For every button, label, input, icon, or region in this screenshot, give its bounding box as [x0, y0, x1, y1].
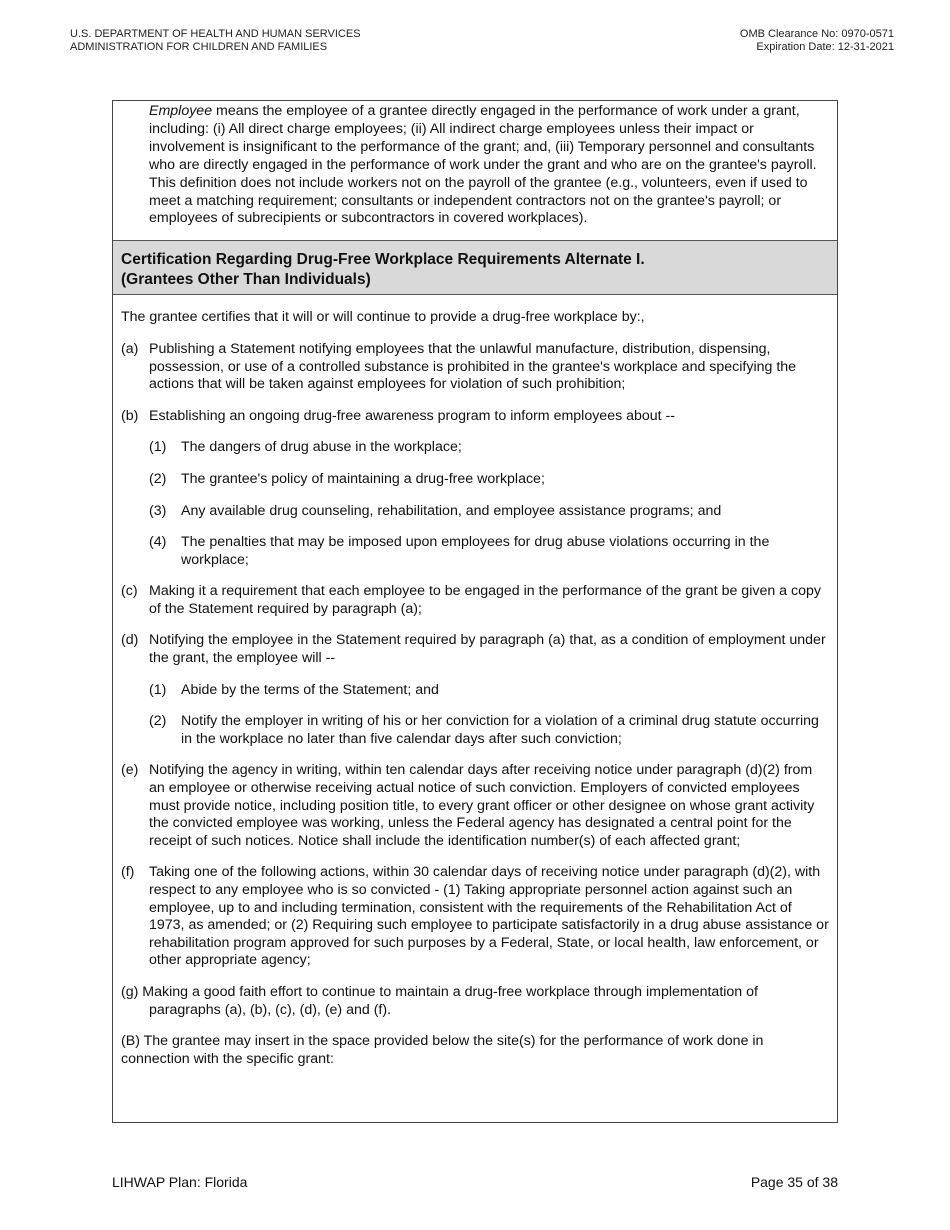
sub-item-d2	[149, 713, 829, 748]
agency-line-2: ADMINISTRATION FOR CHILDREN AND FAMILIES	[70, 40, 328, 53]
sub-item-b2	[149, 471, 829, 489]
item-text: Taking one of the following actions, within 30 calendar days of receiving notice under paragraph (d)(2), with respect to any employee who is so convicted - (1) Taking appropriate personnel action against such an employee, up to and including termination, consistent with the requirements of the Rehabilitation Act of 1973, as amended; or (2) Requiring such employee to participate satisfactorily in a drug abuse assistance or rehabilitation program approved for such purposes by a Federal, State, or local health, law enforcement, or other appropriate agency;	[149, 864, 829, 969]
employee-definition	[113, 101, 837, 240]
section-heading	[113, 240, 837, 295]
sub-item-label: (4)	[149, 534, 167, 551]
definition-text: means the employee of a grantee directly engaged in the performance of work under a grant, including: (i) All direct charge employees; (ii) All indirect charge employees unless their impact or involvement is insignificant to the performance of the grant; and, (iii) Temporary personnel and consultants who are directly engaged in the performance of work under the grant and who are on the grantee's payroll. This definition does not include workers not on the payroll of the grantee (e.g., volunteers, even if used to meet a matching requirement; consultants or independent contractors not on the grantee's payroll; or employees of subrecipients or subcontractors in covered workplaces).	[149, 103, 817, 227]
item-c	[121, 583, 829, 618]
item-label: (b)	[121, 407, 139, 424]
item-label: (f)	[121, 864, 135, 881]
intro-paragraph: The grantee certifies that it will or will continue to provide a drug-free workplace by:,	[121, 309, 645, 326]
item-text: Publishing a Statement notifying employees that the unlawful manufacture, distribution, dispensing, possession, or use of a controlled substance is prohibited in the grantee's workplace and specifying the actions that will be taken against employees for violation of such prohibition;	[149, 340, 797, 393]
sub-item-d1	[149, 682, 829, 700]
item-text: Making it a requirement that each employee to be engaged in the performance of the grant be given a copy of the Statement required by paragraph (a);	[149, 583, 821, 617]
sub-item-b3	[149, 503, 829, 521]
sub-item-text: The grantee's policy of maintaining a drug-free workplace;	[181, 470, 545, 487]
item-a	[121, 341, 829, 394]
item-label: (c)	[121, 583, 138, 600]
section-title-line-2: (Grantees Other Than Individuals)	[121, 271, 371, 289]
section-title-line-1: Certification Regarding Drug-Free Workplace Requirements Alternate I.	[121, 251, 645, 269]
expiration-date: Expiration Date: 12-31-2021	[756, 40, 894, 53]
page-number: Page 35 of 38	[750, 1174, 838, 1190]
item-label: (d)	[121, 632, 139, 649]
item-text: Establishing an ongoing drug-free awareness program to inform employees about --	[149, 407, 676, 424]
agency-line-1: U.S. DEPARTMENT OF HEALTH AND HUMAN SERVICES	[70, 28, 361, 40]
item-text: Notifying the employee in the Statement required by paragraph (a) that, as a condition of employment under the grant, the employee will --	[149, 632, 826, 667]
omb-clearance: OMB Clearance No: 0970-0571	[739, 28, 894, 40]
site-paragraph: (B) The grantee may insert in the space provided below the site(s) for the performance of work done in connection with the specific grant:	[121, 1033, 764, 1067]
agency-header	[70, 28, 361, 53]
item-f	[121, 864, 829, 970]
certification-body	[113, 295, 837, 1068]
item-label: (a)	[121, 340, 139, 357]
sub-item-label: (3)	[149, 502, 167, 519]
item-e	[121, 762, 829, 850]
sub-item-label: (1)	[149, 681, 167, 698]
sub-item-label: (2)	[149, 470, 167, 487]
sub-item-text: Notify the employer in writing of his or her conviction for a violation of a criminal drug statute occurring in the workplace no later than five calendar days after such conviction;	[181, 713, 819, 747]
omb-header	[740, 28, 894, 53]
sub-item-text: Abide by the terms of the Statement; and	[181, 681, 439, 698]
sub-item-text: Any available drug counseling, rehabilitation, and employee assistance programs; and	[181, 502, 722, 519]
sub-item-label: (2)	[149, 713, 167, 730]
item-label: (e)	[121, 762, 139, 779]
sub-item-text: The dangers of drug abuse in the workplace;	[181, 439, 462, 456]
sub-item-b4	[149, 534, 829, 569]
sub-item-label: (1)	[149, 439, 167, 456]
footer-plan: LIHWAP Plan: Florida	[112, 1174, 248, 1190]
item-d	[121, 632, 829, 667]
sub-item-b1	[149, 439, 829, 457]
item-b	[121, 408, 829, 426]
item-text: Notifying the agency in writing, within ten calendar days after receiving notice under paragraph (d)(2) from an employee or otherwise receiving actual notice of such conviction. Employers of convicted employees must provide notice, including position title, to every grant officer or other designee on whose grant activity the convicted employee was working, unless the Federal agency has designated a central point for the receipt of such notices. Notice shall include the identification number(s) of each affected grant;	[149, 762, 815, 849]
definition-term: Employee	[149, 103, 213, 119]
certification-table	[112, 100, 838, 1123]
item-g: (g) Making a good faith effort to continue to maintain a drug-free workplace through implementation of paragraphs (a), (b), (c), (d), (e) and (f).	[121, 983, 758, 1018]
sub-item-text: The penalties that may be imposed upon employees for drug abuse violations occurring in the workplace;	[181, 534, 770, 568]
